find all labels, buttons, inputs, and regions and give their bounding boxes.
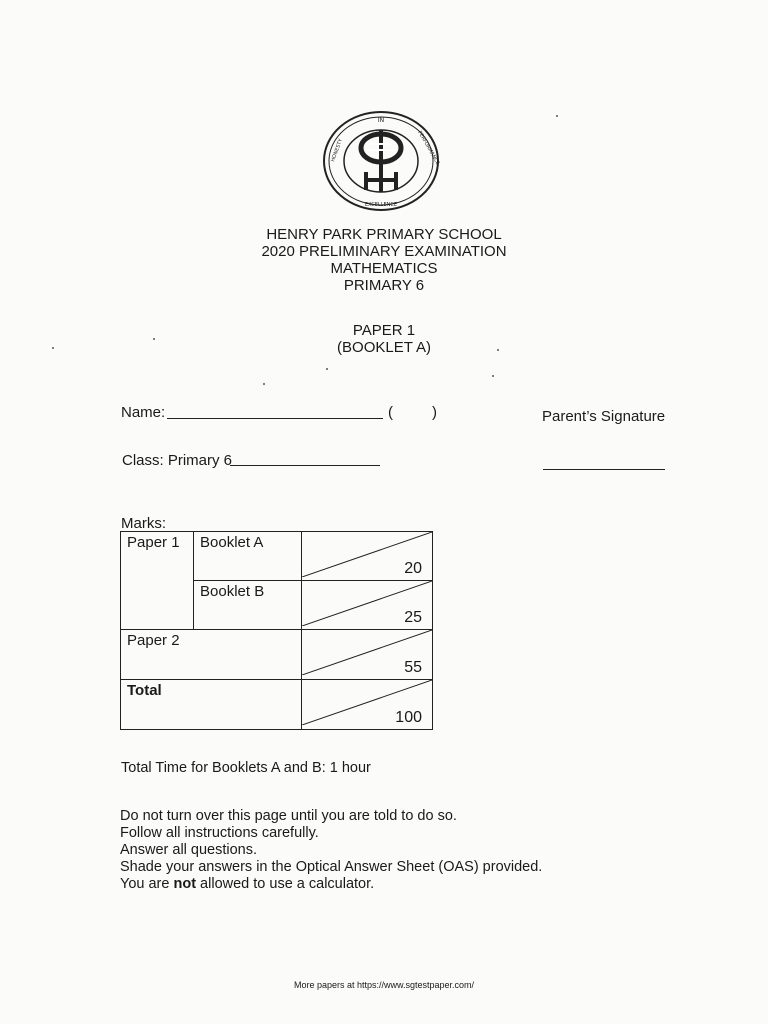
name-field[interactable] [167,418,383,419]
booklet-a-cell: Booklet A [194,532,302,581]
instruction-4: Shade your answers in the Optical Answer Sheet (OAS) provided. [120,859,543,875]
parent-signature-field[interactable] [543,469,665,470]
total-time: Total Time for Booklets A and B: 1 hour [121,760,371,776]
paper2-cell: Paper 2 [121,630,302,680]
paper-title: PAPER 1 [352,322,416,339]
exam-title: 2020 PRELIMINARY EXAMINATION [261,243,507,260]
instruction-5: You are not allowed to use a calculator. [120,876,375,892]
scan-speck [263,383,265,385]
seal-word-bottom: EXCELLENCE [365,202,397,208]
seal-word-right: PERFORMANCE [416,130,440,166]
scan-speck [492,375,494,377]
footer-link[interactable]: More papers at https://www.sgtestpaper.com/ [293,980,475,990]
school-name: HENRY PARK PRIMARY SCHOOL [266,226,502,243]
exam-header [0,226,768,294]
marks-label: Marks: [121,515,166,532]
total-score[interactable] [302,680,433,730]
paper-info [0,322,768,356]
booklet-a-max: 20 [404,560,422,577]
booklet-b-max: 25 [404,609,422,626]
seal-word-left: HONESTY [330,138,345,163]
scan-speck [52,347,54,349]
instruction-1: Do not turn over this page until you are told to do so. [120,808,457,824]
total-cell: Total [121,680,302,730]
level-title: PRIMARY 6 [343,277,425,294]
total-max: 100 [395,709,422,726]
register-paren-open: ( [388,404,393,421]
register-paren-close: ) [432,404,437,421]
booklet-title: (BOOKLET A) [337,339,431,356]
scan-speck [153,338,155,340]
scan-speck [326,368,328,370]
paper2-score[interactable] [302,630,433,680]
scan-speck [497,349,499,351]
seal-word-top: IN [377,117,385,124]
scan-speck [556,115,558,117]
subject-title: MATHEMATICS [330,260,438,277]
booklet-b-score[interactable] [302,581,433,630]
name-label: Name: [121,404,166,421]
booklet-a-score[interactable] [302,532,433,581]
paper1-cell: Paper 1 [121,532,194,630]
class-label: Class: Primary 6 [122,452,233,469]
booklet-b-cell: Booklet B [194,581,302,630]
paper2-max: 55 [404,659,422,676]
instruction-3: Answer all questions. [120,842,258,858]
parent-signature-label: Parent’s Signature [542,408,666,425]
instruction-2: Follow all instructions carefully. [120,825,319,841]
class-field[interactable] [230,465,380,466]
school-crest-logo [322,110,440,212]
instructions [120,808,542,893]
marks-table [120,531,433,730]
